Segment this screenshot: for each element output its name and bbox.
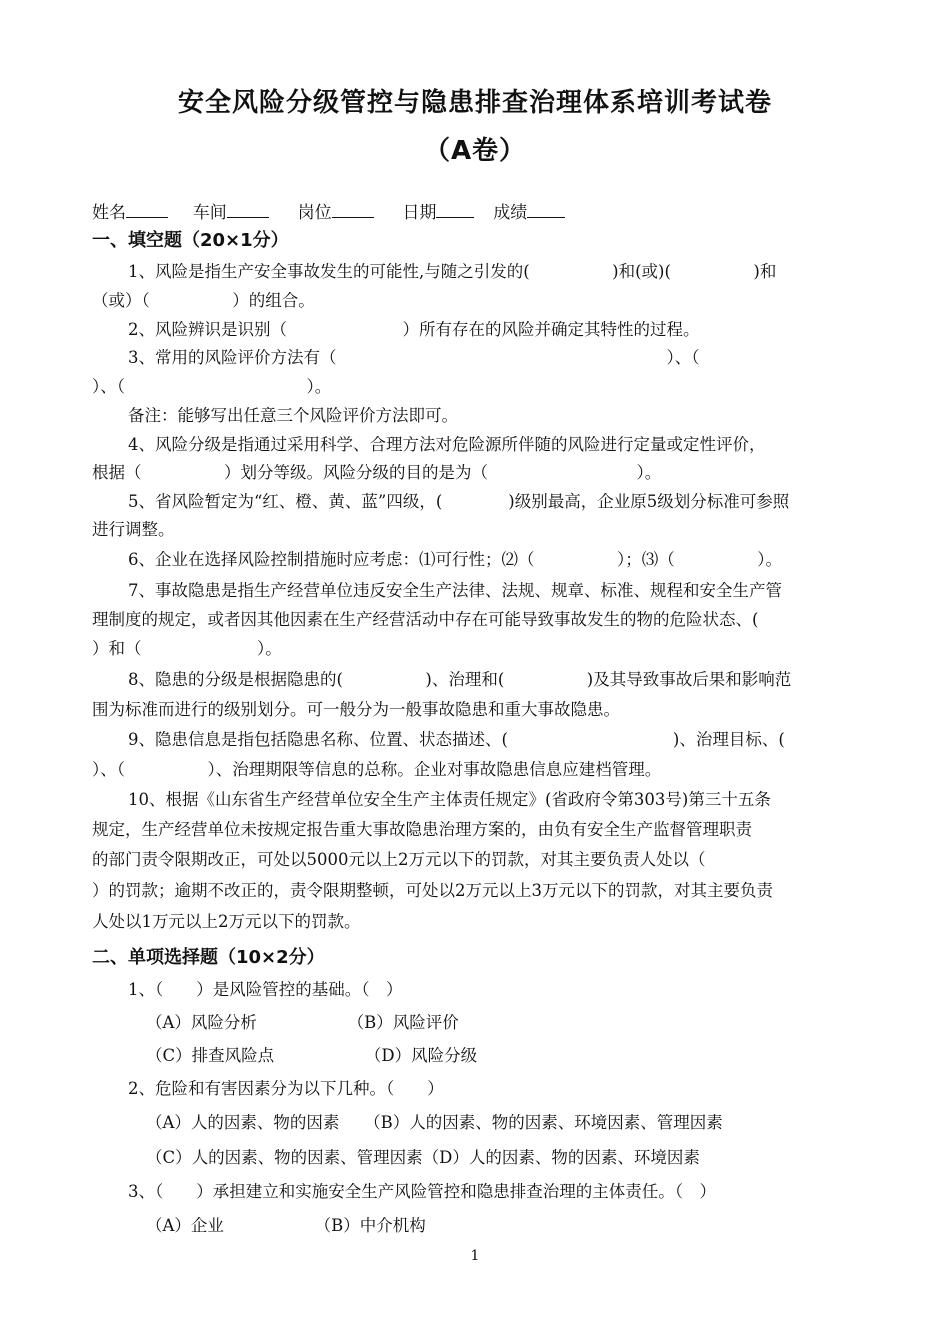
date-label: 日期 — [402, 203, 437, 223]
s1-line: ）的罚款；逾期不改正的，责令限期整顿，可处以2万元以上3万元以下的罚款，对其主要负责 — [92, 881, 773, 900]
s2-options: （C）人的因素、物的因素、管理因素（D）人的因素、物的因素、环境因素 — [146, 1148, 700, 1167]
date-blank[interactable] — [436, 203, 474, 218]
s2-options: （C）排查风险点 （D）风险分级 — [146, 1046, 478, 1065]
s1-line: 围为标准而进行的级别划分。可一般分为一般事故隐患和重大事故隐患。 — [92, 700, 620, 719]
workshop-blank[interactable] — [227, 203, 269, 218]
s2-options: （A）人的因素、物的因素 （B）人的因素、物的因素、环境因素、管理因素 — [146, 1113, 723, 1132]
s1-line: 规定，生产经营单位未按规定报告重大事故隐患治理方案的，由负有安全生产监督管理职责 — [92, 820, 752, 839]
s1-line: 的部门责令限期改正，可处以5000元以上2万元以下的罚款，对其主要负责人处以（ — [92, 850, 706, 869]
s1-line: 2、风险辨识是识别（ ）所有存在的风险并确定其特性的过程。 — [128, 320, 700, 339]
s2-options: （A）风险分析 （B）风险评价 — [146, 1013, 459, 1032]
workshop-label: 车间 — [192, 203, 227, 223]
score-label: 成绩 — [493, 203, 528, 223]
s1-line: ）、（ ）。 — [92, 377, 332, 396]
s1-line: ）、（ ）、治理期限等信息的总称。企业对事故隐患信息应建档管理。 — [92, 760, 662, 779]
s1-line: 9、隐患信息是指包括隐患名称、位置、状态描述、( )、治理目标、( — [128, 730, 785, 749]
page-number: 1 — [470, 1248, 480, 1264]
s1-note: 备注：能够写出任意三个风险评价方法即可。 — [128, 406, 458, 425]
s2-question: 1、（ ）是风险管控的基础。（ ） — [128, 980, 403, 999]
s1-line: 7、事故隐患是指生产经营单位违反安全生产法律、法规、规章、标准、规程和安全生产管 — [128, 581, 782, 600]
section1-heading: 一、填空题（20×1分） — [92, 230, 289, 251]
s2-question: 2、危险和有害因素分为以下几种。（ ） — [128, 1079, 444, 1098]
s1-line: 4、风险分级是指通过采用科学、合理方法对危险源所伴随的风险进行定量或定性评价， — [128, 435, 766, 454]
s1-line: ）和（ ）。 — [92, 639, 282, 658]
score-blank[interactable] — [527, 203, 565, 218]
s2-question: 3、（ ）承担建立和实施安全生产风险管控和隐患排查治理的主体责任。（ ） — [128, 1182, 716, 1201]
s1-line: 5、省风险暂定为“红、橙、黄、蓝”四级，( )级别最高，企业原5级划分标准可参照 — [128, 492, 790, 511]
exam-title: 安全风险分级管控与隐患排查治理体系培训考试卷 — [177, 88, 772, 118]
s1-line: 8、隐患的分级是根据隐患的( )、治理和( )及其导致事故后果和影响范 — [128, 670, 792, 689]
name-blank[interactable] — [126, 203, 168, 218]
name-label: 姓名 — [92, 203, 126, 223]
s1-line: 进行调整。 — [92, 520, 175, 539]
post-label: 岗位 — [297, 203, 332, 223]
exam-subtitle: （A卷） — [423, 136, 527, 166]
section2-heading: 二、单项选择题（10×2分） — [92, 947, 325, 968]
s1-line: 3、常用的风险评价方法有（ ）、（ — [128, 348, 700, 367]
s1-line: 6、企业在选择风险控制措施时应考虑：⑴可行性；⑵（ ）；⑶（ ）。 — [128, 550, 782, 569]
s1-line: 根据（ ）划分等级。风险分级的目的是为（ ）。 — [92, 463, 662, 482]
s1-line: 理制度的规定，或者因其他因素在生产经营活动中存在可能导致事故发生的物的危险状态、( — [92, 610, 759, 629]
student-info-line — [92, 198, 565, 223]
s1-line: 1、风险是指生产安全事故发生的可能性,与随之引发的( )和(或)( )和 — [128, 262, 777, 281]
s1-line: 人处以1万元以上2万元以下的罚款。 — [92, 912, 361, 931]
s1-line: 10、根据《山东省生产经营单位安全生产主体责任规定》(省政府令第303号)第三十五条 — [128, 790, 771, 809]
s1-line: （或）（ ）的组合。 — [92, 291, 315, 310]
post-blank[interactable] — [332, 203, 374, 218]
s2-options: （A）企业 （B）中介机构 — [146, 1216, 426, 1235]
